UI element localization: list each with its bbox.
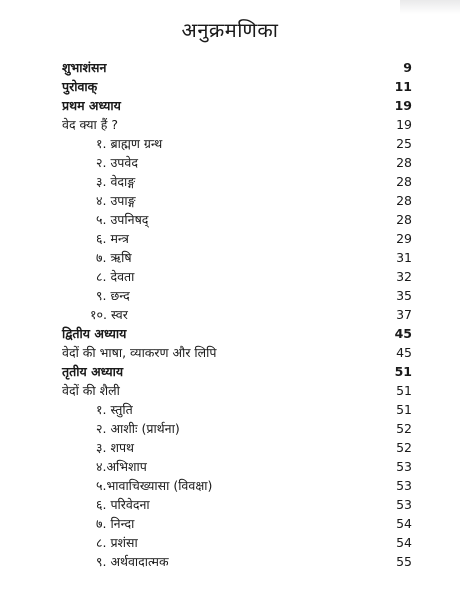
toc-entry-label: १. स्तुति (96, 402, 133, 417)
toc-entry-page-number: 28 (396, 174, 412, 189)
toc-entry-page-number: 32 (396, 269, 412, 284)
toc-entry (0, 533, 460, 552)
toc-entry (0, 495, 460, 514)
toc-entry-label: ८. देवता (96, 269, 135, 284)
toc-entry-page-number: 31 (396, 250, 412, 265)
toc-entry-label: वेदों की भाषा, व्याकरण और लिपि (62, 345, 217, 360)
toc-entry-label: ४.अभिशाप (96, 459, 147, 474)
toc-entry (0, 552, 460, 571)
toc-entry (0, 210, 460, 229)
toc-entry-page-number: 45 (396, 345, 412, 360)
toc-entry (0, 305, 460, 324)
toc-entry (0, 267, 460, 286)
toc-entry-page-number: 11 (394, 79, 412, 94)
toc-entry-page-number: 51 (394, 364, 412, 379)
toc-entry (0, 96, 460, 115)
toc-entry (0, 419, 460, 438)
toc-entry (0, 172, 460, 191)
page-corner-shadow (400, 0, 460, 14)
toc-entry (0, 58, 460, 77)
toc-entry-label: ५.भावाचिख्यासा (विवक्षा) (96, 478, 213, 493)
toc-entry (0, 134, 460, 153)
toc-entry-page-number: 54 (396, 535, 412, 550)
toc-entry-label: २. आशीः (प्रार्थना) (96, 421, 180, 436)
toc-entry (0, 362, 460, 381)
toc-entry-page-number: 28 (396, 193, 412, 208)
toc-entry-label: ६. परिवेदना (96, 497, 150, 512)
toc-entry-page-number: 52 (396, 440, 412, 455)
toc-entry-label: ७. ऋषि (96, 250, 132, 265)
toc-entry-page-number: 25 (396, 136, 412, 151)
toc-entry-label: शुभाशंसन (62, 60, 107, 75)
toc-entry-label: प्रथम अध्याय (62, 98, 121, 113)
toc-entry-page-number: 45 (394, 326, 412, 341)
toc-entry (0, 514, 460, 533)
toc-entry-page-number: 53 (396, 459, 412, 474)
toc-entry (0, 286, 460, 305)
toc-entry-label: १. ब्राह्मण ग्रन्थ (96, 136, 163, 151)
toc-entry (0, 324, 460, 343)
toc-entry-page-number: 51 (396, 383, 412, 398)
toc-entry (0, 476, 460, 495)
toc-entry-page-number: 28 (396, 212, 412, 227)
toc-entry-page-number: 52 (396, 421, 412, 436)
table-of-contents (0, 58, 460, 571)
toc-entry-label: ३. वेदाङ्ग (96, 174, 136, 189)
toc-entry-label: ९. छन्द (96, 288, 130, 303)
toc-entry-label: ८. प्रशंसा (96, 535, 138, 550)
page-title: अनुक्रमणिका (181, 18, 279, 42)
toc-entry-page-number: 19 (394, 98, 412, 113)
toc-entry (0, 229, 460, 248)
toc-entry-page-number: 19 (396, 117, 412, 132)
toc-entry (0, 381, 460, 400)
toc-entry-page-number: 9 (403, 60, 412, 75)
toc-entry-label: २. उपवेद (96, 155, 138, 170)
toc-entry (0, 191, 460, 210)
toc-entry-label: वेद क्या हैं ? (62, 117, 118, 132)
toc-entry-page-number: 54 (396, 516, 412, 531)
toc-entry-page-number: 55 (396, 554, 412, 569)
toc-entry-page-number: 53 (396, 478, 412, 493)
toc-entry-page-number: 35 (396, 288, 412, 303)
toc-entry-label: वेदों की शैली (62, 383, 120, 398)
toc-entry (0, 115, 460, 134)
toc-entry (0, 438, 460, 457)
toc-entry-page-number: 37 (396, 307, 412, 322)
toc-entry-label: ९. अर्थवादात्मक (96, 554, 169, 569)
toc-entry (0, 400, 460, 419)
toc-entry-label: ३. शपथ (96, 440, 135, 455)
toc-entry-label: पुरोवाक् (62, 79, 98, 94)
toc-entry (0, 153, 460, 172)
toc-entry-label: १०. स्वर (90, 307, 128, 322)
toc-entry (0, 77, 460, 96)
toc-entry (0, 248, 460, 267)
toc-entry (0, 457, 460, 476)
toc-entry-label: द्वितीय अध्याय (62, 326, 127, 341)
toc-entry-page-number: 29 (396, 231, 412, 246)
toc-entry-page-number: 28 (396, 155, 412, 170)
toc-entry-label: तृतीय अध्याय (62, 364, 124, 379)
toc-entry-label: ४. उपाङ्ग (96, 193, 136, 208)
toc-entry-label: ६. मन्त्र (96, 231, 129, 246)
toc-entry-label: ७. निन्दा (96, 516, 135, 531)
toc-entry-page-number: 53 (396, 497, 412, 512)
toc-entry (0, 343, 460, 362)
toc-entry-label: ५. उपनिषद् (96, 212, 149, 227)
toc-entry-page-number: 51 (396, 402, 412, 417)
